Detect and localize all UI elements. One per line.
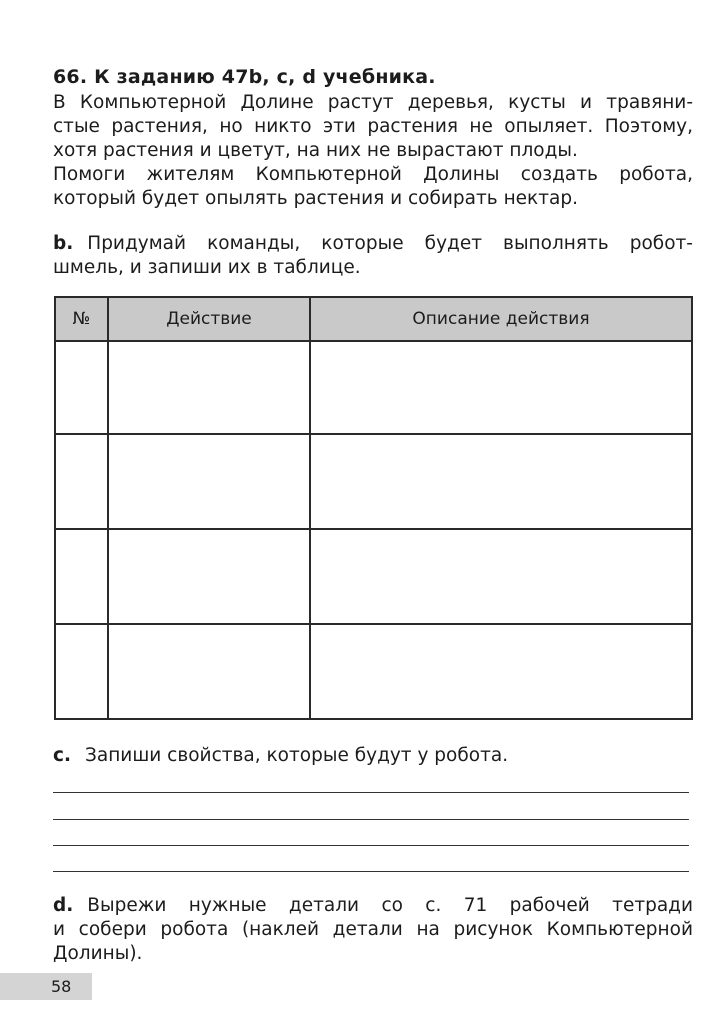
table-row <box>56 340 691 435</box>
answer-line[interactable] <box>53 792 689 793</box>
part-c-text: Запиши свойства, которые будут у робота. <box>85 745 509 766</box>
commands-table <box>54 296 693 720</box>
part-d <box>53 894 693 966</box>
part-d-marker: d. <box>53 895 74 916</box>
part-c-line <box>53 744 693 768</box>
intro-line: хотя растения и цветут, на них не вырастают плоды. <box>53 140 578 161</box>
part-d-line <box>53 894 693 918</box>
answer-line[interactable] <box>53 819 689 820</box>
part-b-marker: b. <box>53 233 74 254</box>
part-d-line: и собери робота (наклей детали на рисунок Компьютерной <box>53 919 693 940</box>
cell-action[interactable] <box>109 340 311 433</box>
cell-description[interactable] <box>311 530 691 623</box>
part-b <box>53 232 693 280</box>
cell-description[interactable] <box>311 625 691 720</box>
part-d-text: Вырежи нужные детали со с. 71 рабочей тетради <box>87 895 693 916</box>
page-number: 58 <box>51 977 72 996</box>
page-number-tab <box>0 973 92 1000</box>
intro-line: В Компьютерной Долине растут деревья, кусты и травяни- <box>53 92 693 113</box>
part-c <box>53 744 693 768</box>
task-title: 66. К заданию 47b, c, d учебника. <box>53 66 436 88</box>
answer-line[interactable] <box>53 845 689 846</box>
cell-action[interactable] <box>109 435 311 528</box>
task-intro <box>53 91 693 211</box>
table-row <box>56 625 691 720</box>
table-header <box>56 298 691 342</box>
header-action: Действие <box>109 298 311 340</box>
intro-line: Помоги жителям Компьютерной Долины создать робота, <box>53 164 693 185</box>
part-b-text: Придумай команды, которые будет выполнять робот- <box>87 233 693 254</box>
cell-action[interactable] <box>109 625 311 720</box>
intro-line: стые растения, но никто эти растения не опыляет. Поэтому, <box>53 116 693 137</box>
cell-number[interactable] <box>56 340 109 433</box>
table-body <box>56 340 691 718</box>
cell-description[interactable] <box>311 340 691 433</box>
header-description: Описание действия <box>412 309 590 329</box>
intro-line: который будет опылять растения и собирать нектар. <box>53 188 578 209</box>
cell-number[interactable] <box>56 530 109 623</box>
table-row <box>56 435 691 530</box>
table-row <box>56 530 691 625</box>
part-d-line: Долины). <box>53 943 143 964</box>
cell-description[interactable] <box>311 435 691 528</box>
part-c-marker: c. <box>53 745 71 766</box>
cell-number[interactable] <box>56 435 109 528</box>
answer-line[interactable] <box>53 871 689 872</box>
part-b-line: шмель, и запиши их в таблице. <box>53 257 361 278</box>
cell-action[interactable] <box>109 530 311 623</box>
part-b-line <box>53 232 693 256</box>
cell-number[interactable] <box>56 625 109 720</box>
header-number: № <box>56 298 109 340</box>
